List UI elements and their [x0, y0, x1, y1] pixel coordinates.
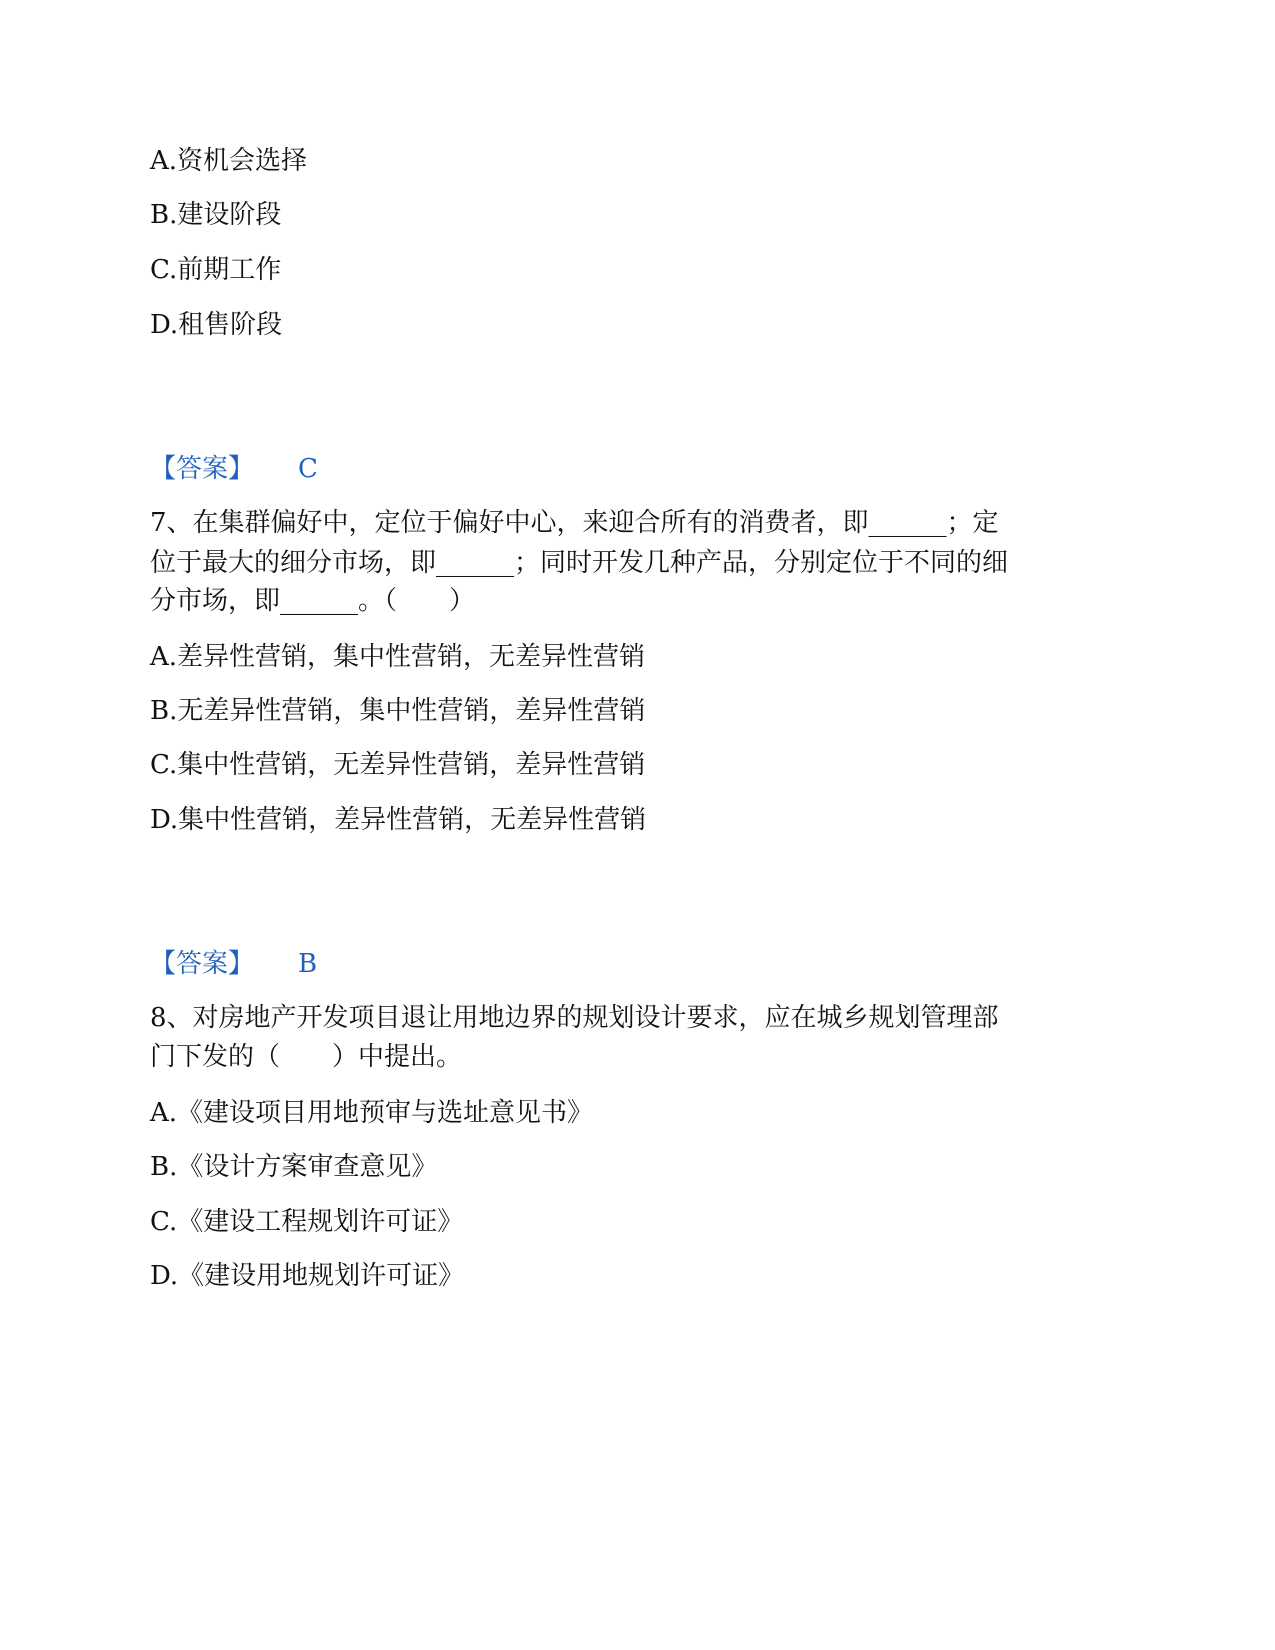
q7-answer-value: B [298, 949, 318, 979]
q6-answer [150, 452, 318, 486]
q6-option-c: C.前期工作 [150, 255, 282, 285]
q8-option-d: D.《建设用地规划许可证》 [150, 1261, 465, 1291]
q6-option-d: D.租售阶段 [150, 310, 283, 340]
q7-answer [150, 947, 317, 981]
q8-option-a: A.《建设项目用地预审与选址意见书》 [150, 1098, 594, 1128]
q6-option-a: A.资机会选择 [150, 146, 308, 176]
q8-stem-line-1: 8、对房地产开发项目退让用地边界的规划设计要求，应在城乡规划管理部 [150, 1003, 999, 1033]
q6-option-b: B.建设阶段 [150, 200, 282, 230]
q7-option-c: C.集中性营销，无差异性营销，差异性营销 [150, 750, 646, 780]
q7-answer-label: 【答案】 [150, 949, 255, 979]
q7-stem-line-2: 位于最大的细分市场，即______；同时开发几种产品，分别定位于不同的细 [150, 548, 1009, 578]
q6-answer-label: 【答案】 [150, 454, 255, 484]
q7-option-a: A.差异性营销，集中性营销，无差异性营销 [150, 642, 646, 672]
q7-option-d: D.集中性营销，差异性营销，无差异性营销 [150, 805, 647, 835]
q7-stem-line-3: 分市场，即______。（ ） [150, 586, 476, 616]
q8-stem-line-2: 门下发的（ ）中提出。 [150, 1042, 463, 1072]
q6-answer-value: C [298, 454, 318, 484]
q8-option-c: C.《建设工程规划许可证》 [150, 1207, 464, 1237]
q7-option-b: B.无差异性营销，集中性营销，差异性营销 [150, 696, 646, 726]
q8-option-b: B.《设计方案审查意见》 [150, 1152, 438, 1182]
q7-stem-line-1: 7、在集群偏好中，定位于偏好中心，来迎合所有的消费者，即______；定 [150, 508, 999, 538]
